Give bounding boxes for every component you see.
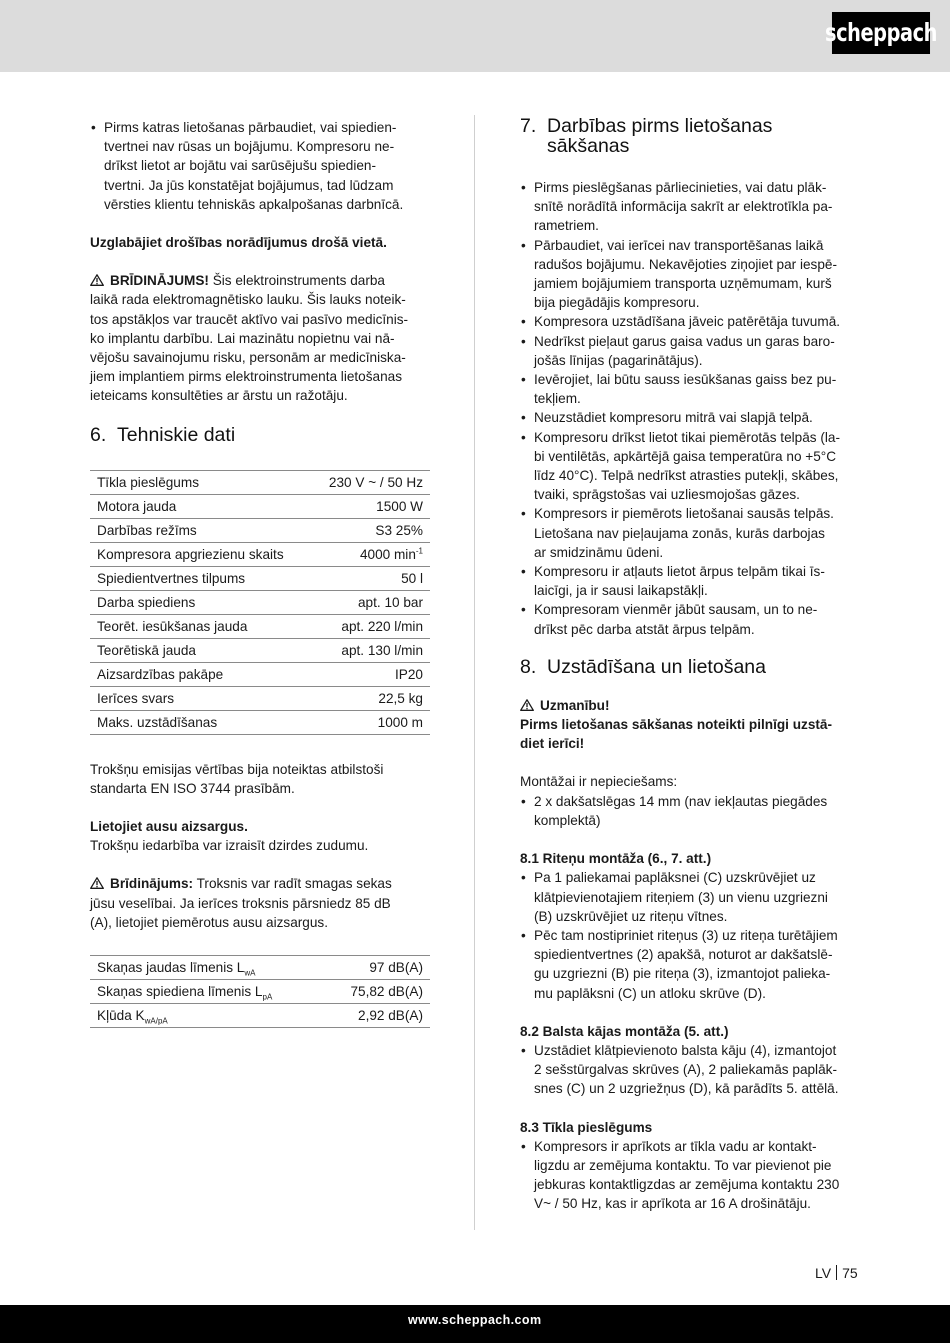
ear-protection-title: Lietojiet ausu aizsargus. bbox=[90, 819, 248, 835]
table-row bbox=[90, 542, 430, 566]
list-item: • Nedrīkst pieļaut garus gaisa vadus un garas baro- jošās līnijas (pagarinātājus). bbox=[520, 332, 860, 370]
spec-value: 1500 W bbox=[311, 494, 430, 518]
attention-note: Uzmanību! bbox=[520, 696, 860, 715]
list-item: • Pārbaudiet, vai ierīcei nav transportēšanas laikā radušos bojājumu. Nekavējoties ziņojiet par iespē- jamiem bojājumiem transporta uzņēmumam, kurš bija piegādājis kompresoru. bbox=[520, 236, 860, 313]
warning-triangle-icon bbox=[90, 877, 104, 889]
spec-label: Darbības režīms bbox=[90, 518, 311, 542]
table-row bbox=[90, 470, 430, 494]
section-number: 7. bbox=[520, 115, 537, 137]
table-row bbox=[90, 566, 430, 590]
noise-value: 2,92 dB(A) bbox=[323, 1004, 430, 1028]
noise-label: Skaņas jaudas līmenis $L_{wA}$ bbox=[90, 956, 323, 980]
subsection-8-1-title: 8.1 Riteņu montāža (6., 7. att.) bbox=[520, 851, 712, 867]
section-title: Uzstādīšana un lietošana bbox=[547, 655, 766, 678]
spec-label: Motora jauda bbox=[90, 494, 311, 518]
list-item: • Kompresoru ir atļauts lietot ārpus telpām tikai īs- laicīgi, ja ir sausi laikapstākļi. bbox=[520, 562, 860, 600]
table-row bbox=[90, 662, 430, 686]
ear-protection-text: Trokšņu iedarbība var izraisīt dzirdes zudumu. bbox=[90, 838, 369, 854]
spec-value: 230 V ~ / 50 Hz bbox=[311, 470, 430, 494]
noise-value: 75,82 dB(A) bbox=[323, 980, 430, 1004]
spec-value: apt. 10 bar bbox=[311, 590, 430, 614]
intro-bullet-list bbox=[90, 118, 430, 214]
spec-label: Spiedientvertnes tilpums bbox=[90, 566, 311, 590]
assembly-needed: Montāžai ir nepieciešams: bbox=[520, 774, 678, 790]
spec-label: Aizsardzības pakāpe bbox=[90, 662, 311, 686]
spec-label: Darba spiediens bbox=[90, 590, 311, 614]
section-8-heading bbox=[520, 656, 860, 678]
section-title: Tehniskie dati bbox=[117, 423, 236, 446]
noise-label: Kļūda $K_{wA/pA}$ bbox=[90, 1004, 323, 1028]
list-item: • Pirms pieslēgšanas pārliecinieties, vai datu plāk- snītē norādītā informācija sakrīt ar elektrotīkla pa- rametriem. bbox=[520, 178, 860, 236]
spec-label: Teorētiskā jauda bbox=[90, 638, 311, 662]
spec-value: apt. 220 l/min bbox=[311, 614, 430, 638]
spec-label: Maks. uzstādīšanas bbox=[90, 710, 311, 734]
spec-value: S3 25% bbox=[311, 518, 430, 542]
spec-label: Tīkla pieslēgums bbox=[90, 470, 311, 494]
spec-value: 50 l bbox=[311, 566, 430, 590]
attention-text: Pirms lietošanas sākšanas noteikti pilnīgi uzstā- diet ierīci! bbox=[520, 717, 833, 752]
spec-value: 22,5 kg bbox=[311, 686, 430, 710]
spec-value: IP20 bbox=[311, 662, 430, 686]
section-6-heading bbox=[90, 424, 430, 446]
table-row bbox=[90, 1004, 430, 1028]
keep-safe-note: Uzglabājiet drošības norādījumus drošā vietā. bbox=[90, 235, 387, 251]
list-item: • Pēc tam nostipriniet riteņus (3) uz riteņa turētājiem spiedientvertnes (2) apakšā, noturot ar dakšatslē- gu uzgriezni (B) pie riteņa (3), izmantojot palieka- mu paplāksni (C) un atloku skrūve (D). bbox=[520, 926, 860, 1003]
table-row bbox=[90, 614, 430, 638]
spec-value: 4000 $\min^{-1}$ bbox=[311, 542, 430, 566]
header-band bbox=[0, 0, 950, 72]
noise-warning: Brīdinājums: Troksnis var radīt smagas sekas jūsu veselībai. Ja ierīces troksnis pārsniedz 85 dB (A), lietojiet piemērotus ausu aizsargus. bbox=[90, 876, 392, 930]
list-item: • Kompresora uzstādīšana jāveic patērētāja tuvumā. bbox=[520, 312, 860, 331]
warning-triangle-icon bbox=[520, 699, 534, 711]
noise-emission-note: Trokšņu emisijas vērtības bija noteiktas atbilstoši standarta EN ISO 3744 prasībām. bbox=[90, 761, 384, 796]
list-item: • Uzstādiet klātpievienoto balsta kāju (4), izmantojot 2 sešstūrgalvas skrūves (A), 2 paliekamās paplāk- snes (C) un 2 uzgriežņus (D), kā parādīts 5. attēlā. bbox=[520, 1041, 860, 1099]
table-row bbox=[90, 494, 430, 518]
tech-spec-table bbox=[90, 470, 430, 735]
section-title: Darbības pirms lietošanas sākšanas bbox=[547, 115, 773, 157]
list-item: • Pirms katras lietošanas pārbaudiet, vai spiedien- tvertnei nav rūsas un bojājumu. Kompresoru ne- drīkst lietot ar bojātu vai sarūsējušu spiedien- tvertni. Ja jūs konstatējat bojājumus, tad lūdzam vērsties klientu tehniskās apkalpošanas darbnīcā. bbox=[90, 118, 430, 214]
mains-connection-list bbox=[520, 1137, 860, 1214]
spec-label: Teorēt. iesūkšanas jauda bbox=[90, 614, 311, 638]
list-item: • Pa 1 paliekamai paplāksnei (C) uzskrūvējiet uz klātpievienotajiem riteņiem (3) un vienu uzgriezni (B) uzskrūvējiet uz riteņu vītnes. bbox=[520, 868, 860, 926]
table-row bbox=[90, 638, 430, 662]
list-item: • 2 x dakšatslēgas 14 mm (nav iekļautas piegādes komplektā) bbox=[520, 792, 860, 830]
right-column bbox=[520, 116, 860, 1214]
preparation-list bbox=[520, 178, 860, 639]
spec-label: Kompresora apgriezienu skaits bbox=[90, 542, 311, 566]
spec-label: Ierīces svars bbox=[90, 686, 311, 710]
support-foot-list bbox=[520, 1041, 860, 1099]
list-item: • Ievērojiet, lai būtu sauss iesūkšanas gaiss bez pu- tekļiem. bbox=[520, 370, 860, 408]
list-item: • Kompresors ir piemērots lietošanai sausās telpās. Lietošana nav pieļaujama zonās, kurās darbojas ar smidzināmu ūdeni. bbox=[520, 504, 860, 562]
table-row bbox=[90, 686, 430, 710]
list-item: • Kompresoru drīkst lietot tikai piemērotās telpās (la- bi ventilētās, apkārtējā gaisa temperatūra no +5°C līdz 40°C). Telpā nedrīkst atrasties putekļi, skābes, tvaiki, sprāgstošas vai uzliesmojošas gāzes. bbox=[520, 428, 860, 505]
list-item: • Kompresoram vienmēr jābūt sausam, un to ne- drīkst pēc darba atstāt ārpus telpām. bbox=[520, 600, 860, 638]
noise-value: 97 dB(A) bbox=[323, 956, 430, 980]
scheppach-logo: scheppach bbox=[832, 12, 930, 54]
subsection-8-3-title: 8.3 Tīkla pieslēgums bbox=[520, 1119, 653, 1135]
section-7-heading bbox=[520, 116, 860, 156]
section-number: 8. bbox=[520, 655, 537, 678]
wheel-assembly-list bbox=[520, 868, 860, 1002]
table-row bbox=[90, 518, 430, 542]
page-number: LV 75 bbox=[815, 1265, 858, 1281]
spec-value: 1000 m bbox=[311, 710, 430, 734]
list-item: • Kompresors ir aprīkots ar tīkla vadu ar kontakt- ligzdu ar zemējuma kontaktu. To var pievienot pie jebkuras kontaktligzdas ar zemējuma kontaktu 230 V~ / 50 Hz, kas ir aprīkota ar 16 A drošinātāju. bbox=[520, 1137, 860, 1214]
list-item: • Neuzstādiet kompresoru mitrā vai slapjā telpā. bbox=[520, 408, 860, 427]
subsection-8-2-title: 8.2 Balsta kājas montāža (5. att.) bbox=[520, 1023, 729, 1039]
website-link[interactable]: www.scheppach.com bbox=[408, 1312, 542, 1327]
column-divider bbox=[474, 115, 475, 1230]
warning-triangle-icon bbox=[90, 274, 104, 286]
table-row bbox=[90, 956, 430, 980]
table-row bbox=[90, 980, 430, 1004]
noise-label: Skaņas spiediena līmenis $L_{pA}$ bbox=[90, 980, 323, 1004]
table-row bbox=[90, 710, 430, 734]
assembly-list bbox=[520, 792, 860, 830]
section-number: 6. bbox=[90, 423, 107, 446]
table-row bbox=[90, 590, 430, 614]
noise-values-table bbox=[90, 955, 430, 1028]
spec-value: apt. 130 l/min bbox=[311, 638, 430, 662]
left-column bbox=[90, 118, 430, 1028]
emf-warning: BRĪDINĀJUMS! Šis elektroinstruments darba laikā rada elektromagnētisko lauku. Šis lauks noteik- tos apstākļos var traucēt aktīvo vai pasīvo medicīnis- ko implantu darbību. Lai mazinātu nopietnu vai nā- vējošu savainojumu risku, personām ar medicīniska- jiem implantiem pirms elektroinstrumenta lietošanas ieteicams konsultēties ar ārstu un ražotāju. bbox=[90, 273, 409, 404]
